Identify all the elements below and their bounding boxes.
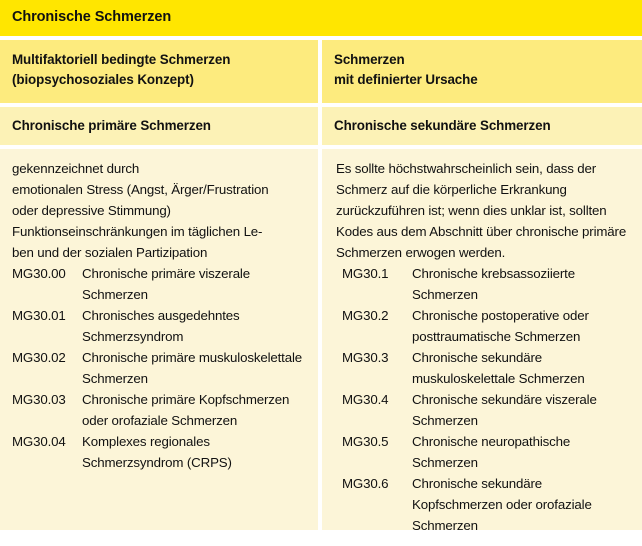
code-item xyxy=(12,263,310,305)
body-right-content xyxy=(336,158,634,536)
table-title-band xyxy=(0,0,642,36)
code-key: MG30.5 xyxy=(342,434,389,449)
body-left-description xyxy=(12,158,310,263)
code-label: Chronisches ausgedehntes Schmerzsyndrom xyxy=(82,308,240,344)
code-key: MG30.1 xyxy=(342,266,389,281)
body-right-desc-line-1: Es sollte höchstwahrscheinlich sein, dass der Schmerz auf die körperliche Erkrankung zurückzuführen ist; wenn dies unklar ist, sollten Kodes aus dem Abschnitt über chronische primäre Schmerzen erwogen werden. xyxy=(336,161,627,260)
subtitle-left-line-1: Multifaktoriell bedingte Schmerzen xyxy=(12,52,231,67)
body-right-description xyxy=(336,158,634,263)
category-right-label: Chronische sekundäre Schmerzen xyxy=(334,118,551,133)
category-left-label: Chronische primäre Schmerzen xyxy=(12,118,211,133)
code-key: MG30.04 xyxy=(12,434,66,449)
code-label: Chronische primäre muskuloskelettale Schmerzen xyxy=(82,350,303,386)
code-item xyxy=(336,473,634,536)
code-label: Chronische sekundäre viszerale Schmerzen xyxy=(412,392,597,428)
code-key: MG30.3 xyxy=(342,350,389,365)
code-item xyxy=(12,347,310,389)
code-label: Chronische sekundäre muskuloskelettale Schmerzen xyxy=(412,350,585,386)
table-title: Chronische Schmerzen xyxy=(12,9,172,25)
subtitle-left-line-2: (biopsychosoziales Konzept) xyxy=(12,72,194,87)
code-key: MG30.2 xyxy=(342,308,389,323)
category-cell-left xyxy=(0,107,318,145)
body-cell-left xyxy=(0,149,318,530)
subtitle-left-text xyxy=(12,50,308,90)
subtitle-right-line-2: mit definierter Ursache xyxy=(334,72,478,87)
code-item xyxy=(12,305,310,347)
code-key: MG30.02 xyxy=(12,350,66,365)
code-key: MG30.6 xyxy=(342,476,389,491)
code-key: MG30.03 xyxy=(12,392,66,407)
body-left-desc-line-3: oder depressive Stimmung) xyxy=(12,203,171,218)
subtitle-cell-right xyxy=(322,40,642,103)
subtitle-right-line-1: Schmerzen xyxy=(334,52,405,67)
body-cell-right xyxy=(322,149,642,533)
code-item xyxy=(12,389,310,431)
code-item xyxy=(12,431,310,473)
body-left-desc-line-2: emotionalen Stress (Angst, Ärger/Frustration xyxy=(12,182,269,197)
code-label: Chronische sekundäre Kopfschmerzen oder orofaziale Schmerzen xyxy=(412,476,592,533)
code-label: Chronische neuropathische Schmerzen xyxy=(412,434,571,470)
code-item xyxy=(336,347,634,389)
code-item xyxy=(336,305,634,347)
body-left-code-list xyxy=(12,263,310,473)
subtitle-row xyxy=(0,40,642,103)
body-right-code-list xyxy=(336,263,634,536)
code-label: Chronische krebsassoziierte Schmerzen xyxy=(412,266,575,302)
body-left-desc-line-5: ben und der sozialen Partizipation xyxy=(12,245,208,260)
category-row xyxy=(0,107,642,145)
code-item xyxy=(336,263,634,305)
body-left-desc-line-1: gekennzeichnet durch xyxy=(12,161,140,176)
body-row xyxy=(0,149,642,533)
subtitle-cell-left xyxy=(0,40,318,103)
code-label: Komplexes regionales Schmerzsyndrom (CRPS) xyxy=(82,434,232,470)
body-left-desc-line-4: Funktionseinschränkungen im täglichen Le- xyxy=(12,224,263,239)
code-key: MG30.00 xyxy=(12,266,66,281)
category-cell-right xyxy=(322,107,642,145)
code-label: Chronische primäre viszerale Schmerzen xyxy=(82,266,250,302)
code-item xyxy=(336,389,634,431)
code-label: Chronische postoperative oder posttraumatische Schmerzen xyxy=(412,308,589,344)
code-key: MG30.4 xyxy=(342,392,389,407)
code-label: Chronische primäre Kopfschmerzen oder orofaziale Schmerzen xyxy=(82,392,290,428)
code-item xyxy=(336,431,634,473)
body-left-content xyxy=(12,158,310,473)
subtitle-right-text xyxy=(334,50,632,90)
code-key: MG30.01 xyxy=(12,308,66,323)
